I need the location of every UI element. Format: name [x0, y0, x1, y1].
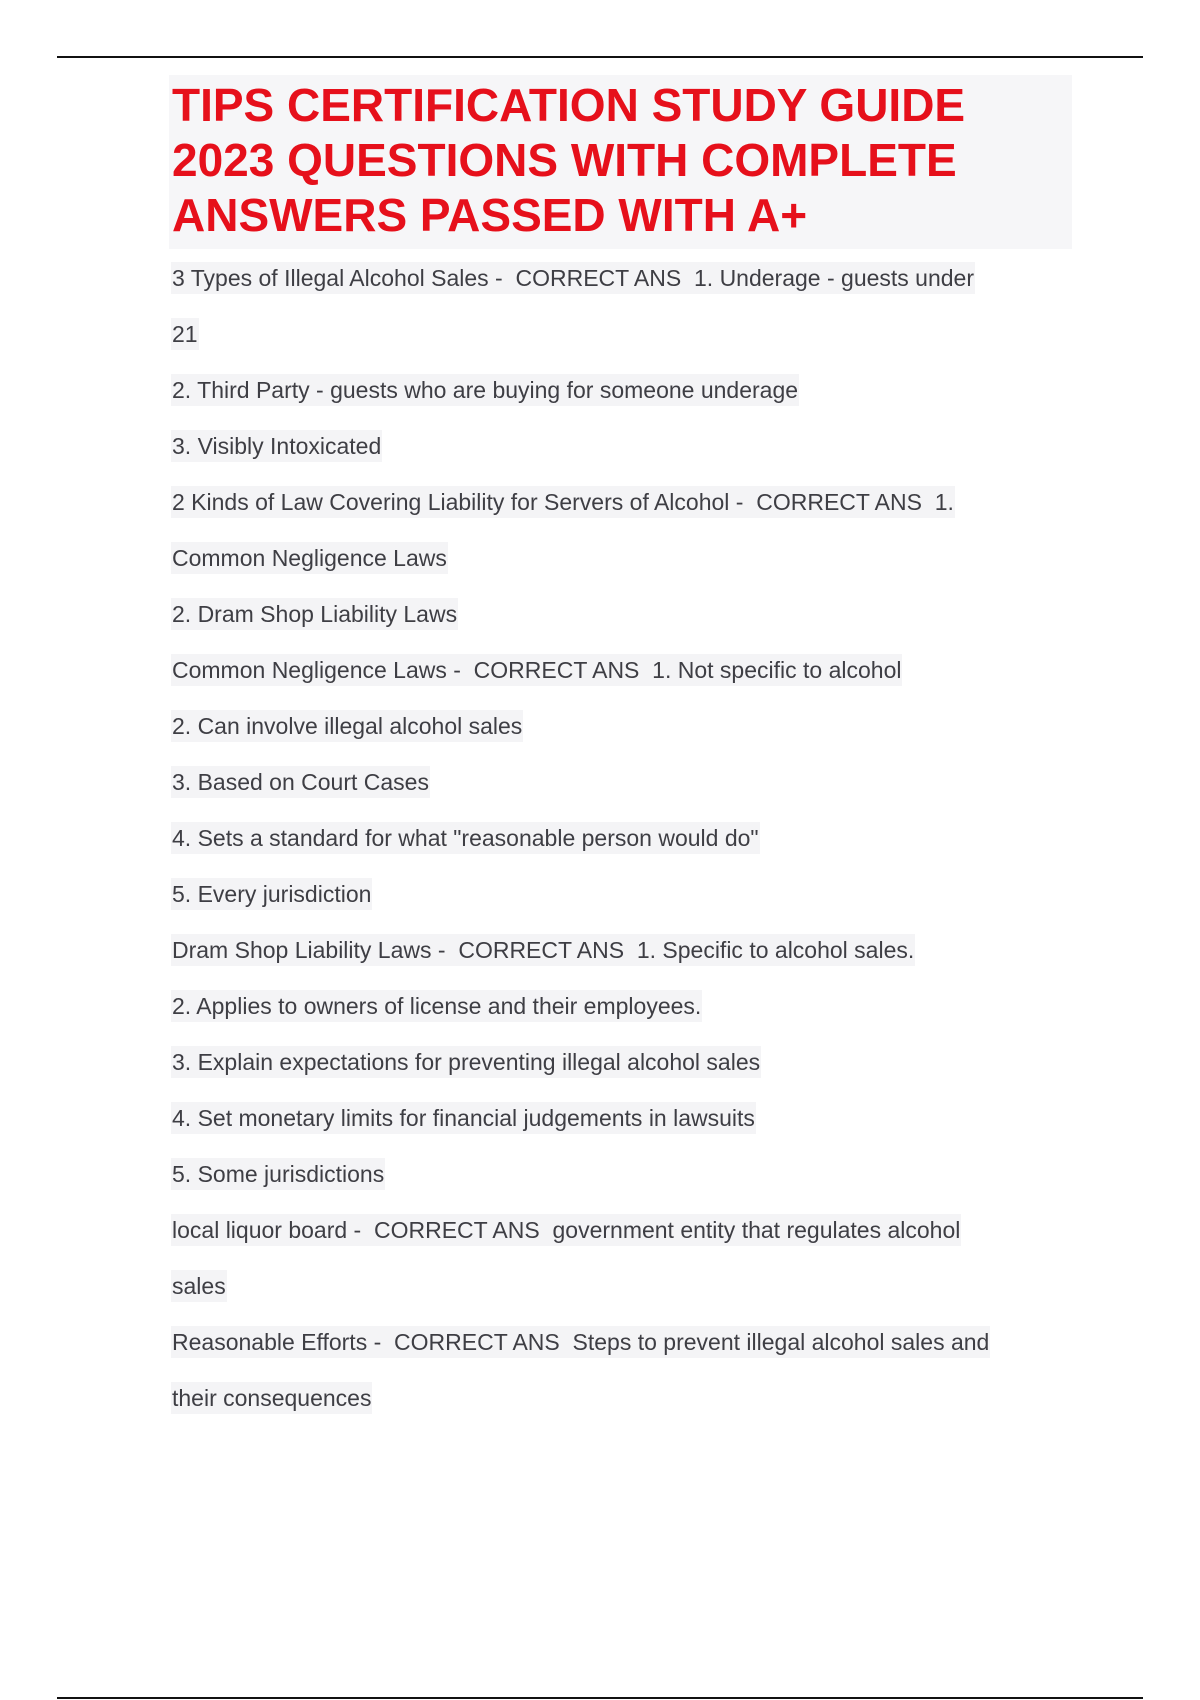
text-line-content: 2. Applies to owners of license and their employees. — [171, 990, 702, 1022]
text-line — [171, 1270, 1071, 1326]
text-line — [171, 262, 1071, 318]
text-line — [171, 1158, 1071, 1214]
top-rule — [57, 56, 1143, 58]
text-line-content: 4. Set monetary limits for financial judgements in lawsuits — [171, 1102, 756, 1134]
text-line — [171, 318, 1071, 374]
text-line-content: 2. Dram Shop Liability Laws — [171, 598, 458, 630]
text-line-content: 21 — [171, 318, 199, 350]
text-line-content: 2 Kinds of Law Covering Liability for Servers of Alcohol - CORRECT ANS 1. — [171, 486, 955, 518]
title-line-3: ANSWERS PASSED WITH A+ — [172, 189, 808, 241]
title-line-1: TIPS CERTIFICATION STUDY GUIDE — [172, 79, 966, 131]
text-line-content: Dram Shop Liability Laws - CORRECT ANS 1. Specific to alcohol sales. — [171, 934, 915, 966]
text-line-content: 3 Types of Illegal Alcohol Sales - CORRECT ANS 1. Underage - guests under — [171, 262, 975, 294]
text-line — [171, 878, 1071, 934]
text-line — [171, 542, 1071, 598]
text-line — [171, 710, 1071, 766]
text-line — [171, 766, 1071, 822]
text-line-content: 3. Based on Court Cases — [171, 766, 430, 798]
text-line — [171, 934, 1071, 990]
text-line — [171, 1382, 1071, 1438]
text-line-content: local liquor board - CORRECT ANS government entity that regulates alcohol — [171, 1214, 961, 1246]
text-line-content: 4. Sets a standard for what "reasonable person would do" — [171, 822, 760, 854]
text-line-content: 3. Explain expectations for preventing illegal alcohol sales — [171, 1046, 761, 1078]
text-line-content: 2. Third Party - guests who are buying for someone underage — [171, 374, 799, 406]
text-line — [171, 1214, 1071, 1270]
text-line-content: 5. Every jurisdiction — [171, 878, 372, 910]
text-line-content: 3. Visibly Intoxicated — [171, 430, 382, 462]
text-line — [171, 1046, 1071, 1102]
text-line-content: 5. Some jurisdictions — [171, 1158, 385, 1190]
text-line — [171, 430, 1071, 486]
text-line-content: 2. Can involve illegal alcohol sales — [171, 710, 523, 742]
text-line-content: Common Negligence Laws - CORRECT ANS 1. Not specific to alcohol — [171, 654, 902, 686]
text-line — [171, 990, 1071, 1046]
document-title — [169, 75, 1072, 249]
study-guide-body — [171, 262, 1071, 1438]
text-line-content: Reasonable Efforts - CORRECT ANS Steps to prevent illegal alcohol sales and — [171, 1326, 990, 1358]
bottom-rule — [57, 1697, 1143, 1699]
text-line-content: Common Negligence Laws — [171, 542, 448, 574]
text-line — [171, 1326, 1071, 1382]
title-line-2: 2023 QUESTIONS WITH COMPLETE — [172, 134, 957, 186]
text-line-content: their consequences — [171, 1382, 372, 1414]
text-line — [171, 822, 1071, 878]
text-line — [171, 374, 1071, 430]
text-line — [171, 486, 1071, 542]
text-line — [171, 654, 1071, 710]
text-line-content: sales — [171, 1270, 227, 1302]
text-line — [171, 598, 1071, 654]
text-line — [171, 1102, 1071, 1158]
